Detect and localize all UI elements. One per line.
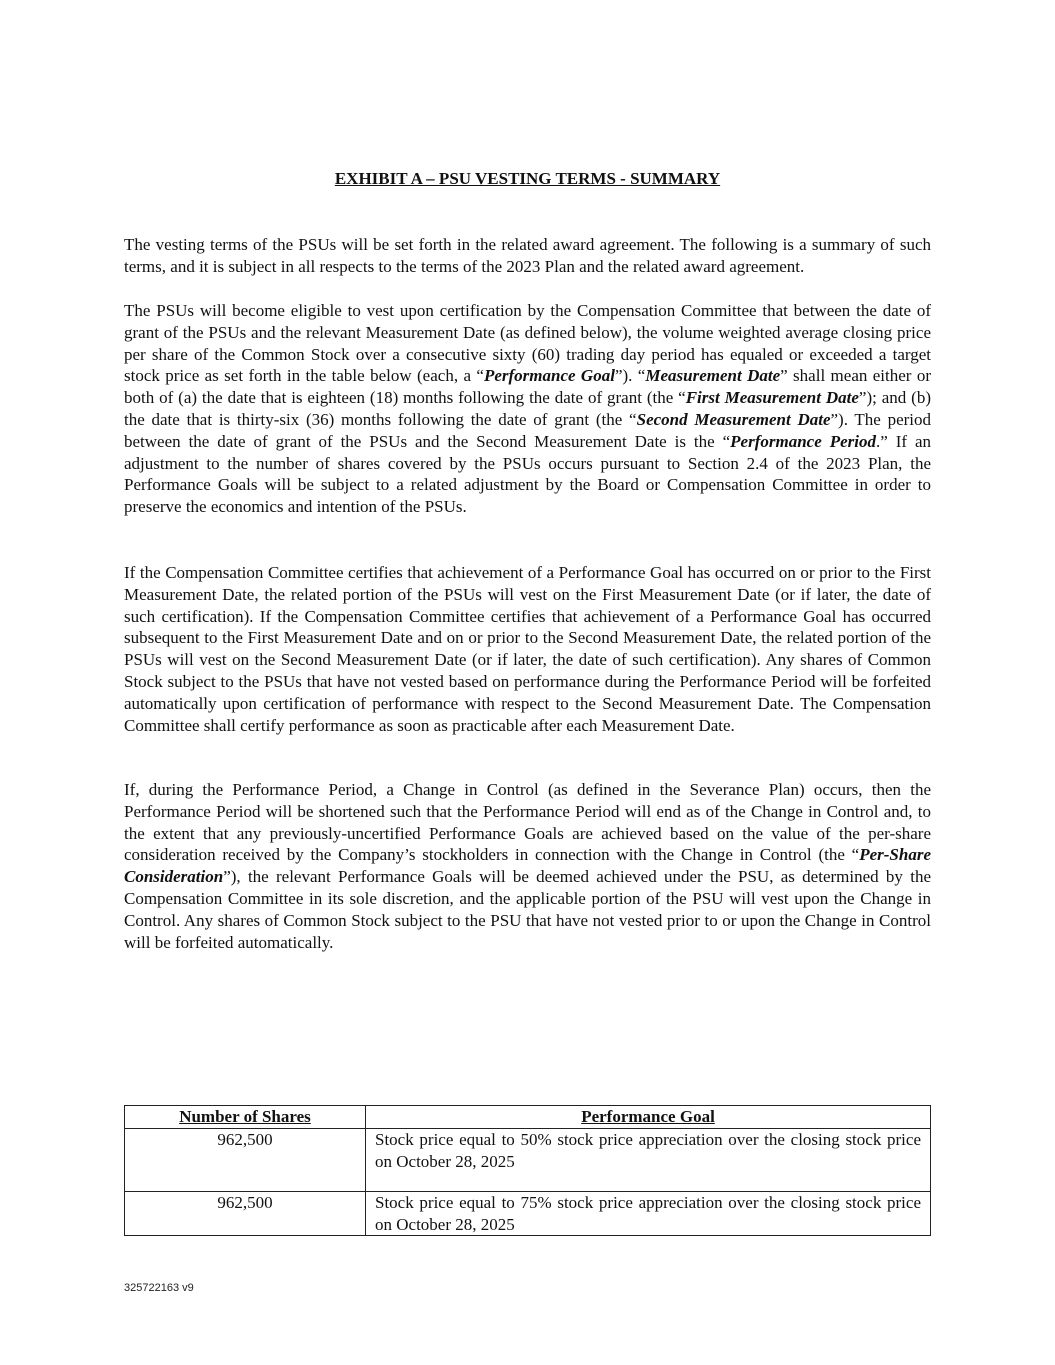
table-row [125, 1191, 931, 1236]
text-run: The PSUs will become eligible to vest upon certification by the Compensation Committee that between the date of grant of the PSUs and the relevant Measurement Date (as defined below), the volume weighted average closing price per share of the Common Stock over a consecutive sixty (60) trading day period has equaled or exceeded a target stock price as set forth in the table below (each, a “ [124, 301, 931, 386]
defined-term: Per-Share Consideration [124, 845, 931, 887]
goal-cell: Stock price equal to 50% stock price appreciation over the closing stock price on October 28, 2025 [366, 1128, 931, 1191]
change-in-control-paragraph [124, 779, 931, 953]
text-run: If, during the Performance Period, a Change in Control (as defined in the Severance Plan) occurs, then the Performance Period will be shortened such that the Performance Period will end as of the Change in Control and, to the extent that any previously-uncertified Performance Goals are achieved based on the value of the per-share consideration received by the Company’s stockholders in connection with the Change in Control (the “ [124, 780, 931, 865]
table-row [125, 1128, 931, 1191]
shares-cell: 962,500 [125, 1128, 366, 1191]
defined-term: First Measurement Date [685, 388, 859, 408]
certification-paragraph: If the Compensation Committee certifies that achievement of a Performance Goal has occurred on or prior to the First Measurement Date, the related portion of the PSUs will vest on the First Measurement Date (or if later, the date of such certification). If the Compensation Committee certifies that achievement of a Performance Goal has occurred subsequent to the First Measurement Date and on or prior to the Second Measurement Date, the related portion of the PSUs will vest on the Second Measurement Date (or if later, the date of such certification). Any shares of Common Stock subject to the PSUs that have not vested based on performance during the Performance Period will be forfeited automatically upon certification of performance with respect to the Second Measurement Date. The Compensation Committee shall certify performance as soon as practicable after each Measurement Date. [124, 563, 931, 735]
document-id-footer: 325722163 v9 [124, 1282, 194, 1294]
goal-cell: Stock price equal to 75% stock price appreciation over the closing stock price on October 28, 2025 [366, 1191, 931, 1236]
table-header-row [125, 1106, 931, 1129]
header-number-of-shares: Number of Shares [125, 1106, 366, 1129]
text-run: ” shall mean either or both of (a) the date that is eighteen (18) months following the date of grant (the “ [124, 366, 932, 408]
defined-term: Performance Period [730, 431, 876, 451]
text-run: .” If an adjustment to the number of shares covered by the PSUs occurs pursuant to Section 2.4 of the 2023 Plan, the Performance Goals will be subject to a related adjustment by the Board or Compensation Committee in order to preserve the economics and intention of the PSUs. [124, 431, 931, 517]
defined-term: Second Measurement Date [636, 409, 831, 429]
text-run: ”), the relevant Performance Goals will be deemed achieved under the PSU, as determined by the Compensation Committee in its sole discretion, and the applicable portion of the PSU will vest upon the Change in Control. Any shares of Common Stock subject to the PSU that have not vested prior to or upon the Change in Control will be forfeited automatically. [124, 867, 931, 952]
eligibility-paragraph [124, 300, 931, 518]
text-run: ”); and (b) the date that is thirty-six (36) months following the date of grant (the “ [124, 388, 931, 429]
shares-cell: 962,500 [125, 1191, 366, 1236]
header-performance-goal: Performance Goal [366, 1106, 931, 1129]
text-run: ”). The period between the date of grant of the PSUs and the Second Measurement Date is the “ [124, 409, 932, 451]
defined-term: Performance Goal [483, 366, 615, 386]
intro-paragraph: The vesting terms of the PSUs will be set forth in the related award agreement. The following is a summary of such terms, and it is subject in all respects to the terms of the 2023 Plan and the related award agreement. [124, 235, 931, 276]
performance-goal-table [124, 1105, 931, 1236]
exhibit-title: EXHIBIT A – PSU VESTING TERMS - SUMMARY [334, 169, 721, 188]
text-run: ”). “ [614, 366, 646, 386]
defined-term: Measurement Date [645, 366, 781, 386]
